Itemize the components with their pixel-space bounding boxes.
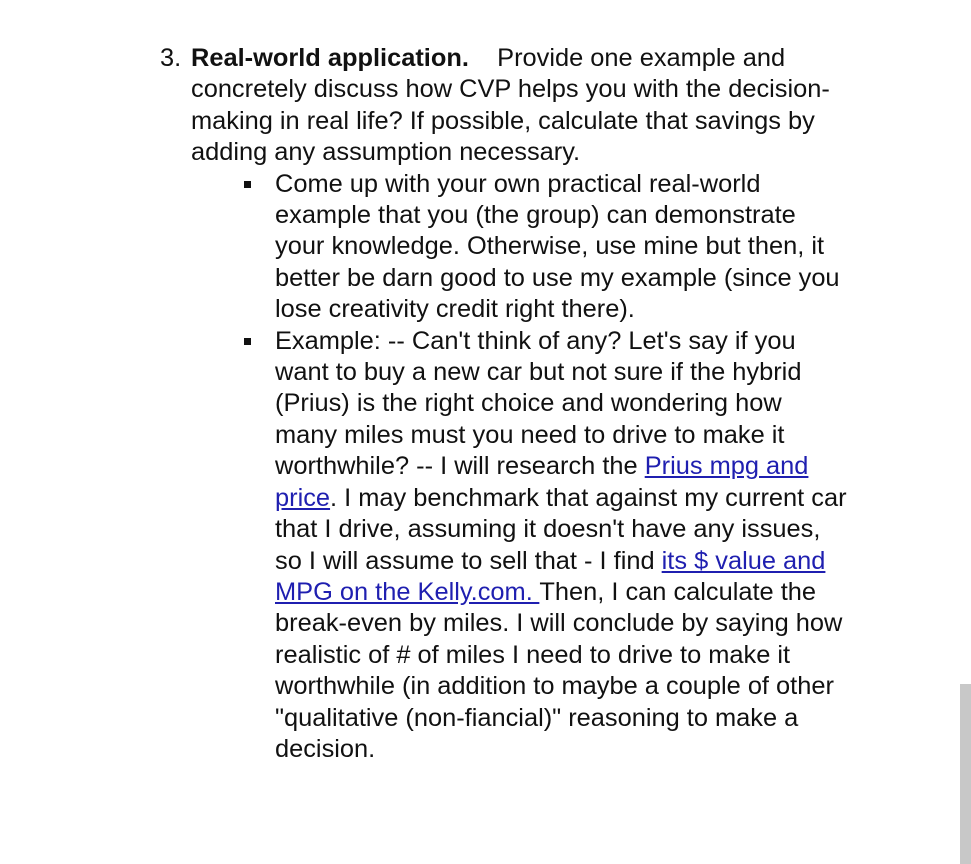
numbered-item-3: [160, 43, 860, 169]
list-item: [244, 326, 849, 766]
item-body: Provide one example and concretely discuss how CVP helps you with the decision-making in real life? If possible, calculate that savings by adding any assumption necessary.: [191, 44, 830, 167]
scrollbar-thumb[interactable]: [960, 684, 971, 864]
square-bullet-icon: [244, 338, 251, 345]
square-bullet-icon: [244, 181, 251, 188]
bullet-text-own-example: Come up with your own practical real-world example that you (the group) can demonstrate your knowledge. Otherwise, use mine but then, it better be darn good to use my example (since you lose creativity credit right there).: [275, 169, 840, 324]
item-number: 3.: [160, 44, 182, 72]
bullet-text-example-part2: . I may benchmark that against my current car that I drive, assuming it doesn't have any issues, so I will assume to sell that - I find: [275, 483, 847, 575]
bullet-list: [244, 169, 860, 766]
prius-link[interactable]: Prius mpg and price: [275, 452, 809, 512]
item-title: Real-world application.: [191, 44, 469, 72]
assignment-document: [160, 43, 860, 765]
bullet-text-example-part1: Example: -- Can't think of any? Let's say if you want to buy a new car but not sure if the hybrid (Prius) is the right choice and wondering how many miles must you need to drive to make it worthwhile? -- I will research the: [275, 326, 802, 481]
bullet-text-example-part3: Then, I can calculate the break-even by miles. I will conclude by saying how realistic of # of miles I need to drive to make it worthwhile (in addition to maybe a couple of other "qualitative (non-fiancial)" reasoning to make a decision.: [275, 577, 843, 763]
kelly-link[interactable]: its $ value and MPG on the Kelly.com.: [275, 546, 826, 606]
item-text: [191, 43, 851, 169]
list-item: [244, 169, 849, 326]
